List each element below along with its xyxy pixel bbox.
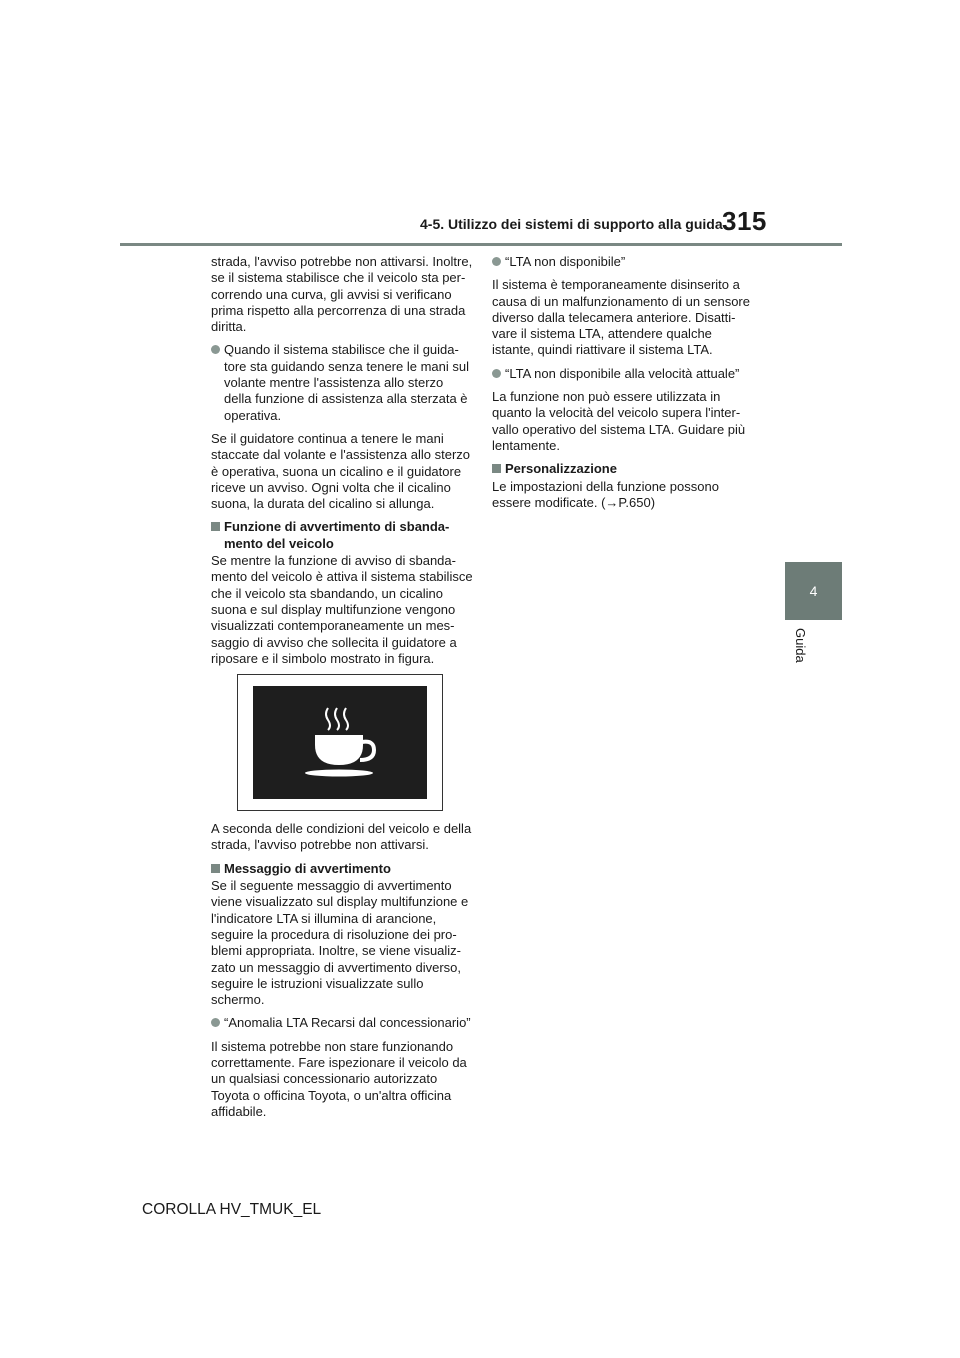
bullet-dot-icon	[211, 1018, 220, 1027]
paragraph: Il sistema potrebbe non stare funzionando correttamente. Fare ispezionare il veicolo da un qualsiasi concessionario autorizzato Toyota o officina Toyota, o un'altra officina affidabile.	[211, 1038, 467, 1119]
section-square-icon	[492, 464, 501, 473]
chapter-label	[790, 628, 810, 688]
paragraph: strada, l'avviso potrebbe non attivarsi. Inoltre, se il sistema stabilisce che il veicolo sta per-correndo una curva, gli avvisi si verificano prima rispetto alla percorrenza di una strada diritta.	[211, 254, 473, 335]
paragraph: Il sistema è temporaneamente disinserito a causa di un malfunzionamento di un sensore diverso dalla telecamera anteriore. Disatti-vare il sistema LTA, attendere qualche istante, quindi riattivare il sistema LTA.	[492, 277, 750, 358]
section-square-icon	[211, 522, 220, 531]
paragraph: Se mentre la funzione di avviso di sbanda-mento del veicolo è attiva il sistema stabilisce che il veicolo sta sbandando, un cicalino suona e sul display multifunzione vengono visualizzati contemporaneamente un mes-saggio di avviso che sollecita il guidatore a riposare e il simbolo mostrato in figura.	[211, 553, 473, 666]
section-heading	[492, 461, 754, 477]
bullet-item	[492, 366, 754, 382]
bullet-text: “Anomalia LTA Recarsi dal concessionario”	[224, 1015, 471, 1031]
bullet-dot-icon	[211, 345, 220, 354]
bullet-item	[211, 1015, 473, 1031]
section-heading	[211, 861, 473, 877]
chapter-tab[interactable]	[785, 562, 842, 620]
section-square-icon	[211, 864, 220, 873]
chapter-label-text: Guida	[793, 628, 808, 663]
bullet-item	[211, 342, 473, 423]
coffee-cup-icon	[253, 686, 427, 799]
bullet-item	[492, 254, 754, 270]
paragraph: Se il guidatore continua a tenere le mani staccate dal volante e l'assistenza allo sterzo è operativa, suona un cicalino e il guidatore riceve un avviso. Ogni volta che il cicalino suona, la durata del cicalino si allunga.	[211, 430, 471, 512]
right-column	[492, 254, 754, 518]
left-column	[211, 254, 473, 1127]
section-heading-text: Messaggio di avvertimento	[224, 860, 391, 876]
paragraph: La funzione non può essere utilizzata in quanto la velocità del veicolo supera l'inter-vallo operativo del sistema LTA. Guidare più lentamente.	[492, 389, 746, 453]
chapter-number: 4	[809, 583, 818, 599]
page-reference-paragraph[interactable]: Le impostazioni della funzione possono essere modificate. (→P.650)	[492, 478, 719, 510]
bullet-text: “LTA non disponibile”	[505, 254, 626, 269]
bullet-text: “LTA non disponibile alla velocità attuale”	[505, 365, 740, 381]
bullet-dot-icon	[492, 257, 501, 266]
paragraph: Se il seguente messaggio di avvertimento viene visualizzato sul display multifunzione e l'indicatore LTA si illumina di arancione, seguire la procedura di risoluzione dei pro-blemi appropriata. Inoltre, se viene visualiz-zato un messaggio di avvertimento diverso, seguire le istruzioni visualizzate sullo schermo.	[211, 878, 469, 1008]
section-heading-text: Funzione di avvertimento di sbanda-mento del veicolo	[224, 519, 450, 551]
section-heading-text: Personalizzazione	[505, 461, 617, 477]
footer-model-code: COROLLA HV_TMUK_EL	[142, 1201, 322, 1218]
bullet-text: Quando il sistema stabilisce che il guida-tore sta guidando senza tenere le mani sul volante mentre l'assistenza allo sterzo della funzione di assistenza alla sterzata è operativa.	[224, 342, 469, 423]
display-screen	[253, 686, 427, 799]
section-heading	[211, 519, 473, 552]
bullet-dot-icon	[492, 369, 501, 378]
page-number: 315	[722, 206, 767, 236]
figure-frame	[237, 674, 443, 811]
paragraph: A seconda delle condizioni del veicolo e della strada, l'avviso potrebbe non attivarsi.	[211, 821, 472, 853]
section-title: 4-5. Utilizzo dei sistemi di supporto alla guida	[420, 216, 723, 232]
header-divider	[120, 243, 842, 246]
